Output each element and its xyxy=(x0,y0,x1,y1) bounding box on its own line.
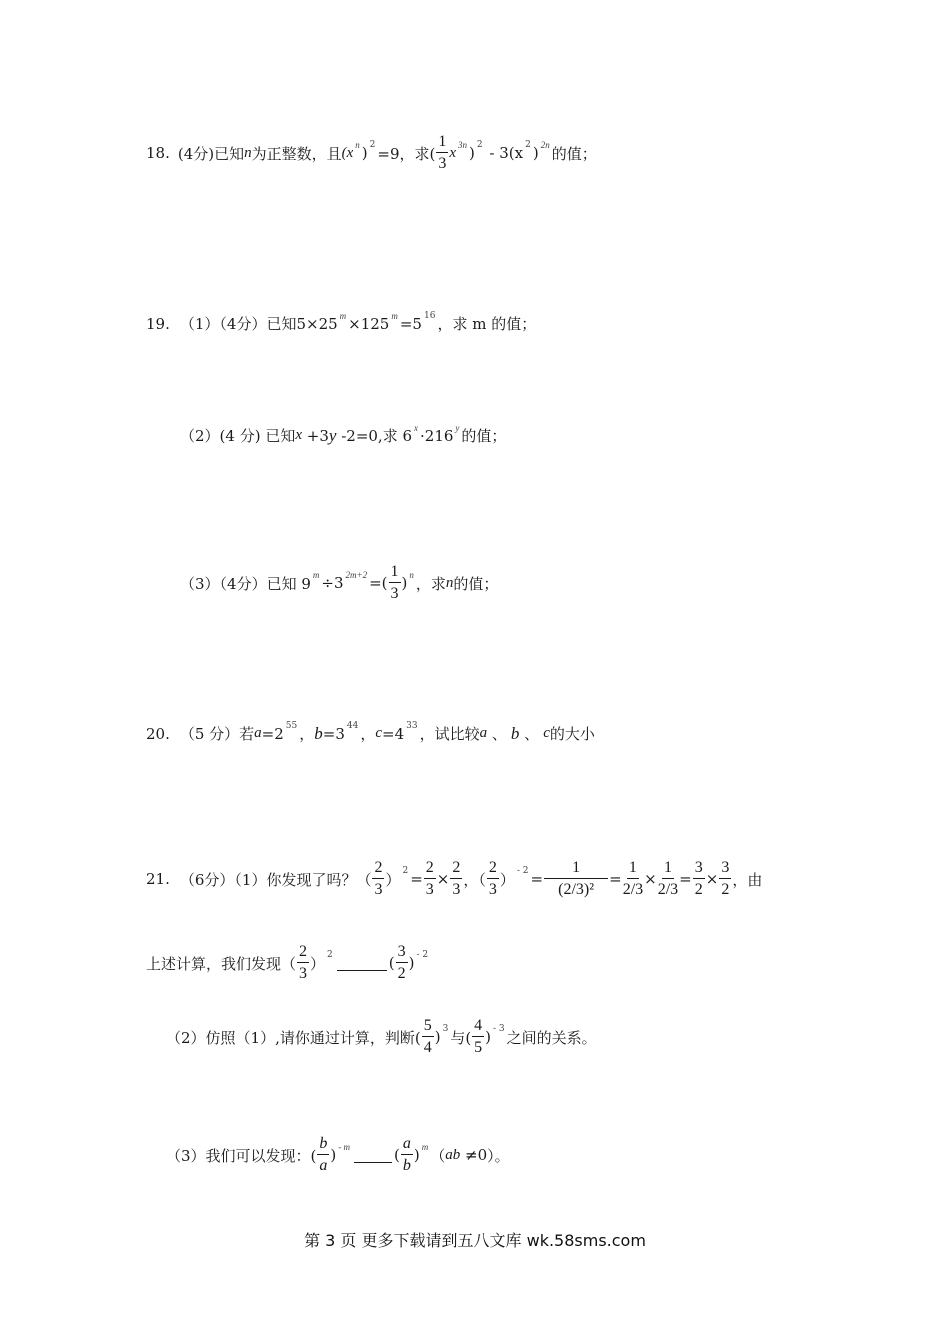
exponent: n xyxy=(409,570,414,580)
exponent: 44 xyxy=(346,720,359,731)
question-19-part-1 xyxy=(146,310,537,334)
exponent: 2 xyxy=(327,950,333,960)
fraction: $\frac{5}{4}$ xyxy=(423,1017,432,1056)
question-19-part-3 xyxy=(180,564,498,602)
text: ，（ xyxy=(463,870,486,889)
exponent: 33 xyxy=(406,720,418,731)
text: ）。 xyxy=(487,1146,510,1165)
text: （3）（4分）已知 9 xyxy=(180,574,311,593)
variable: a xyxy=(254,725,262,741)
exponent: m xyxy=(339,310,347,321)
operator: × xyxy=(705,870,719,888)
text: ) xyxy=(330,1146,337,1164)
expression: =5 xyxy=(399,314,422,333)
question-21-part-1 xyxy=(146,860,762,898)
fraction: $\frac{2}{3}$ xyxy=(488,859,497,898)
text: 已知 xyxy=(214,144,245,163)
text: ) xyxy=(408,954,415,972)
exponent: x xyxy=(414,422,419,433)
expression: ×125 xyxy=(348,314,390,333)
expression: =3 xyxy=(322,724,345,743)
operator: × xyxy=(436,870,450,888)
operator: × xyxy=(644,870,657,888)
fraction: $\frac{a}{b}$ xyxy=(402,1135,411,1174)
expression: 5×25 xyxy=(296,314,338,333)
text: 、 xyxy=(487,725,507,743)
page-footer: 第 3 页 更多下载请到五八文库 wk.58sms.com xyxy=(304,1231,646,1250)
expression: ÷3 xyxy=(321,574,344,592)
complex-fraction: $\frac{1}{2/3}$ xyxy=(622,859,644,898)
text: ） xyxy=(385,870,401,889)
exponent: - 3 xyxy=(493,1024,505,1034)
text: ) xyxy=(413,1146,420,1164)
exponent: 55 xyxy=(285,720,298,731)
variable: c xyxy=(543,725,550,741)
variable: a xyxy=(479,725,488,741)
text: 的值； xyxy=(551,144,597,163)
variable: n xyxy=(445,574,454,591)
exponent: - 2 xyxy=(416,950,429,960)
question-19-part-2 xyxy=(180,422,507,446)
exponent: n xyxy=(355,140,360,150)
text: ) xyxy=(434,1028,441,1046)
score: (4分) xyxy=(177,144,215,163)
exponent: - m xyxy=(338,1142,351,1152)
text: ， xyxy=(299,725,315,743)
operator: = xyxy=(530,870,544,888)
answer-blank[interactable] xyxy=(337,969,387,971)
text: （6分）（1）你发现了吗？（ xyxy=(179,870,372,889)
operator: = xyxy=(609,870,622,888)
expression: - 3(x xyxy=(484,144,524,162)
exponent: 2 xyxy=(476,140,483,150)
text: 、 xyxy=(519,725,540,743)
text: ） xyxy=(310,954,326,973)
exponent: m xyxy=(312,570,320,580)
expression: x xyxy=(449,144,457,161)
exponent: 3 xyxy=(442,1024,449,1034)
question-number: 20. xyxy=(146,724,170,743)
expression: +3 xyxy=(302,426,329,445)
text: ) xyxy=(485,1028,492,1046)
exponent: m xyxy=(391,310,398,321)
question-21-part-3 xyxy=(166,1136,510,1174)
text: ( xyxy=(394,1146,400,1164)
exponent: 2 xyxy=(525,140,531,150)
operator: = xyxy=(410,870,423,888)
text: （5 分）若 xyxy=(179,725,255,743)
text: ，求 xyxy=(415,574,446,593)
text: 为正整数，且 xyxy=(251,144,342,163)
expression: ·216 xyxy=(420,426,454,445)
answer-blank[interactable] xyxy=(354,1161,392,1163)
expression: =9，求( xyxy=(377,144,436,163)
exponent: - 2 xyxy=(516,866,529,876)
exponent: 2 xyxy=(402,866,409,876)
expression: -2=0,求 6 xyxy=(336,427,413,445)
text: （2）(4 分) 已知 xyxy=(180,427,296,445)
question-number: 18. xyxy=(146,144,170,162)
expression: ) xyxy=(361,144,368,162)
expression: ) xyxy=(401,574,408,592)
expression: ) xyxy=(469,144,475,162)
variable: n xyxy=(244,144,252,161)
exponent: 2n xyxy=(540,140,550,150)
variable: c xyxy=(375,725,383,741)
fraction: $\frac{1}{3}$ xyxy=(390,563,399,602)
complex-fraction: $\frac{1}{\text{(2/3)²}}$ xyxy=(544,860,608,898)
text: 的值； xyxy=(461,427,507,445)
question-20 xyxy=(146,720,595,744)
complex-fraction: $\frac{1}{2/3}$ xyxy=(657,859,679,898)
text: ，求 m 的值； xyxy=(437,315,537,333)
expression: =( xyxy=(369,574,388,592)
fraction: $\frac{b}{a}$ xyxy=(319,1135,328,1174)
fraction: $\frac{2}{3}$ xyxy=(452,859,461,898)
variable: b xyxy=(510,723,520,743)
exponent: 2m+2 xyxy=(345,570,368,580)
text: 的值； xyxy=(453,574,499,593)
expression: (x xyxy=(341,144,354,161)
expression: =2 xyxy=(261,724,284,743)
exponent: 16 xyxy=(423,310,436,321)
expression: =4 xyxy=(382,724,405,743)
exponent: m xyxy=(421,1142,429,1152)
variable: ab xyxy=(445,1146,461,1163)
fraction: $\frac{2}{3}$ xyxy=(425,859,434,898)
text: 与( xyxy=(450,1028,472,1047)
expression: ) xyxy=(532,144,539,162)
text: 之间的关系。 xyxy=(506,1028,597,1047)
text: （ xyxy=(430,1146,446,1165)
variable: x xyxy=(295,427,302,443)
question-number: 21. xyxy=(146,870,170,888)
text: 的大小 xyxy=(549,725,595,743)
text: ，试比较 xyxy=(419,725,480,743)
question-21-part-1-conclusion xyxy=(146,944,430,982)
exponent: 2 xyxy=(369,140,376,150)
fraction: $\frac{1}{3}$ xyxy=(438,133,447,172)
text: ， xyxy=(360,725,376,743)
fraction: $\frac{3}{2}$ xyxy=(721,859,730,898)
variable: y xyxy=(328,425,337,445)
text: ） xyxy=(499,870,515,889)
operator: = xyxy=(679,870,692,888)
text: （3）我们可以发现：( xyxy=(166,1146,317,1165)
text: 上述计算，我们发现（ xyxy=(146,954,297,973)
fraction: $\frac{2}{3}$ xyxy=(299,943,308,982)
question-number: 19. xyxy=(146,314,170,333)
exponent: 3n xyxy=(458,140,468,150)
text: ( xyxy=(388,954,395,972)
text: ，由 xyxy=(732,870,763,889)
text: （2）仿照（1）,请你通过计算，判断( xyxy=(166,1028,421,1047)
question-18 xyxy=(146,134,597,172)
fraction: $\frac{3}{2}$ xyxy=(694,859,703,898)
fraction: $\frac{2}{3}$ xyxy=(374,859,383,898)
exponent: y xyxy=(455,422,460,433)
question-21-part-2 xyxy=(166,1018,597,1056)
fraction: $\frac{4}{5}$ xyxy=(474,1017,483,1056)
variable: b xyxy=(314,723,323,743)
fraction: $\frac{3}{2}$ xyxy=(397,943,406,982)
text: （1）（4分）已知 xyxy=(179,315,297,333)
expression: ≠0 xyxy=(460,1146,488,1164)
